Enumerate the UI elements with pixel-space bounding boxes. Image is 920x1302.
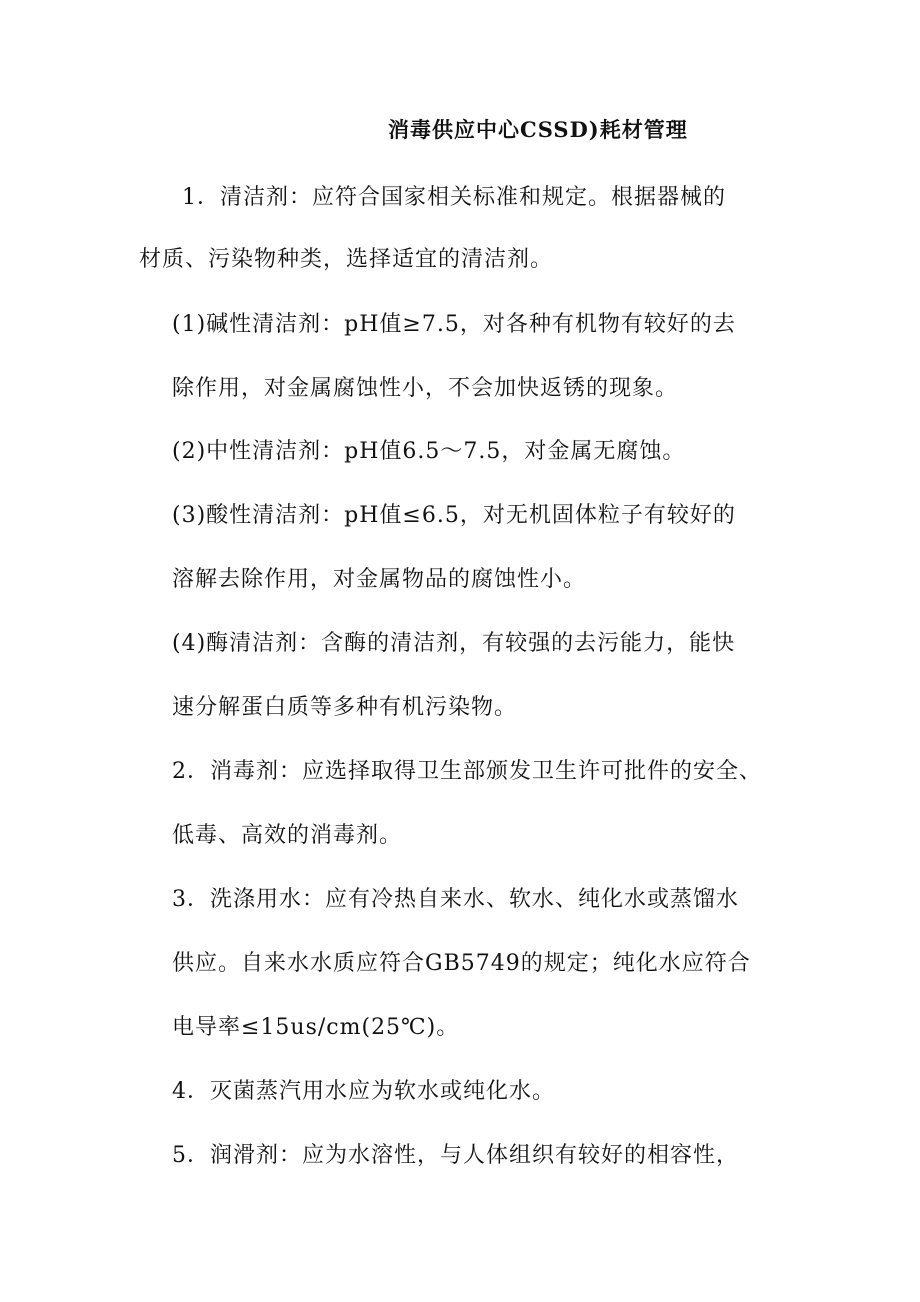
paragraph-line: 溶解去除作用，对金属物品的腐蚀性小。 — [172, 567, 587, 592]
paragraph-line: 电导率≤15us/cm(25℃)。 — [172, 1015, 460, 1040]
paragraph-line: 1．清洁剂：应符合国家相关标准和规定。根据器械的 — [182, 185, 726, 210]
paragraph-line: (3)酸性清洁剂：pH值≤6.5，对无机固体粒子有较好的 — [172, 503, 736, 528]
paragraph-line: 速分解蛋白质等多种有机污染物。 — [172, 695, 518, 720]
paragraph-line: 5．润滑剂：应为水溶性，与人体组织有较好的相容性， — [172, 1143, 739, 1168]
paragraph-line: 4．灭菌蒸汽用水应为软水或纯化水。 — [172, 1079, 555, 1104]
paragraph-line: 3．洗涤用水：应有冷热自来水、软水、纯化水或蒸馏水 — [172, 887, 739, 912]
paragraph-line: (2)中性清洁剂：pH值6.5～7.5，对金属无腐蚀。 — [172, 439, 686, 464]
paragraph-line: 低毒、高效的消毒剂。 — [172, 823, 403, 848]
paragraph-line: (4)酶清洁剂：含酶的清洁剂，有较强的去污能力，能快 — [172, 631, 736, 656]
paragraph-line: 除作用，对金属腐蚀性小，不会加快返锈的现象。 — [172, 376, 679, 401]
paragraph-line: 材质、污染物种类，选择适宜的清洁剂。 — [139, 247, 554, 272]
paragraph-line: 2．消毒剂：应选择取得卫生部颁发卫生许可批件的安全、 — [172, 759, 762, 784]
paragraph-line: (1)碱性清洁剂：pH值≥7.5，对各种有机物有较好的去 — [172, 312, 736, 337]
document-title: 消毒供应中心CSSD)耗材管理 — [388, 117, 688, 142]
paragraph-line: 供应。自来水水质应符合GB5749的规定；纯化水应符合 — [172, 951, 751, 976]
